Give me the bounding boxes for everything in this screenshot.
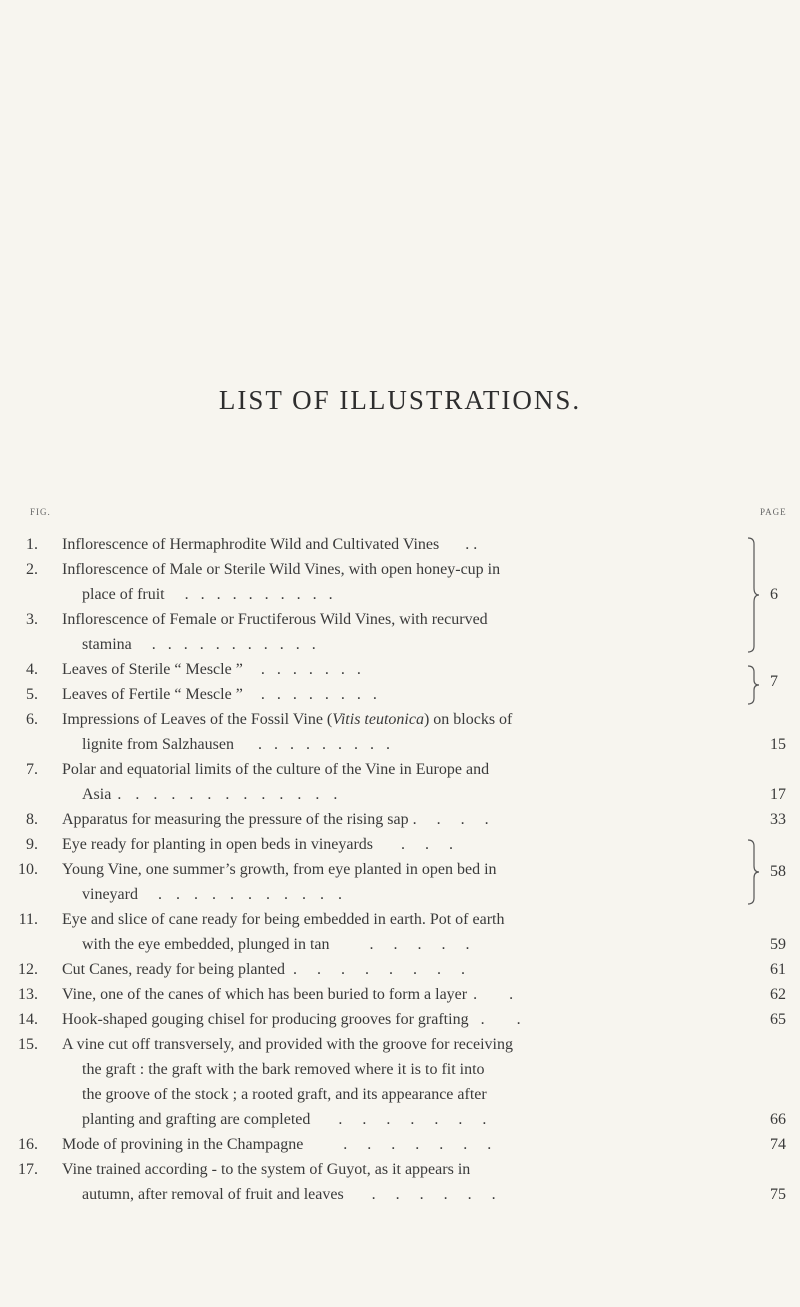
- page-number: 65: [770, 1011, 786, 1028]
- figure-caption: Cut Canes, ready for being planted . . . . . . . .: [62, 961, 474, 978]
- figure-caption: Young Vine, one summer’s growth, from eye planted in open bed in: [62, 861, 497, 878]
- page-number: 74: [770, 1136, 786, 1153]
- figure-number: 10.: [18, 861, 38, 878]
- page-number: 66: [770, 1111, 786, 1128]
- figure-caption: Hook-shaped gouging chisel for producing grooves for grafting . .: [62, 1011, 535, 1028]
- page-number: 62: [770, 986, 786, 1003]
- figure-caption: the groove of the stock ; a rooted graft, and its appearance after: [82, 1086, 487, 1103]
- figure-caption: Polar and equatorial limits of the culture of the Vine in Europe and: [62, 761, 490, 778]
- figure-caption: Mode of provining in the Champagne . . . . . . .: [62, 1136, 500, 1153]
- figure-number: 4.: [26, 661, 38, 678]
- figure-number: 6.: [26, 711, 38, 728]
- figure-caption: Vine, one of the canes of which has been buried to form a layer . .: [62, 986, 528, 1003]
- figure-caption: vineyard . . . . . . . . . . .: [82, 886, 347, 903]
- figure-number: 12.: [18, 961, 38, 978]
- page-column-header: PAGE: [760, 507, 787, 517]
- page-number: 6: [770, 586, 778, 603]
- page-number: 58: [770, 863, 786, 880]
- figure-caption: autumn, after removal of fruit and leaves . . . . . .: [82, 1186, 504, 1203]
- figure-number: 3.: [26, 611, 38, 628]
- figure-number: 14.: [18, 1011, 38, 1028]
- figure-caption: Apparatus for measuring the pressure of the rising sap . . . .: [62, 811, 497, 828]
- figure-caption: Leaves of Sterile “ Mescle ” . . . . . . .: [62, 661, 365, 678]
- figure-number: 7.: [26, 761, 38, 778]
- figure-number: 1.: [26, 536, 38, 553]
- figure-number: 15.: [18, 1036, 38, 1053]
- figure-number: 5.: [26, 686, 38, 703]
- page-title: LIST OF ILLUSTRATIONS.: [218, 385, 582, 415]
- figure-caption: Eye ready for planting in open beds in vineyards . . .: [62, 836, 462, 853]
- figure-caption: with the eye embedded, plunged in tan . . . . .: [82, 936, 478, 953]
- figure-caption: stamina . . . . . . . . . . .: [82, 636, 320, 653]
- page-number: 59: [770, 936, 786, 953]
- figure-number: 13.: [18, 986, 38, 1003]
- brace-group: [746, 838, 760, 906]
- figure-caption: A vine cut off transversely, and provided with the groove for receiving: [62, 1036, 513, 1053]
- page-number: 61: [770, 961, 786, 978]
- figure-caption: lignite from Salzhausen . . . . . . . . .: [82, 736, 394, 753]
- page-number: 17: [770, 786, 786, 803]
- figure-caption: Asia . . . . . . . . . . . . .: [82, 786, 343, 803]
- page-number: 15: [770, 736, 786, 753]
- figure-caption: the graft : the graft with the bark removed where it is to fit into: [82, 1061, 485, 1078]
- figure-caption: Eye and slice of cane ready for being embedded in earth. Pot of earth: [62, 911, 505, 928]
- figure-caption: planting and grafting are completed . . . . . . .: [82, 1111, 495, 1128]
- figure-caption: Inflorescence of Hermaphrodite Wild and Cultivated Vines . .: [62, 536, 478, 553]
- figure-caption: Vine trained according - to the system of Guyot, as it appears in: [62, 1161, 471, 1178]
- brace-group: [746, 536, 760, 654]
- brace-group: [746, 664, 760, 706]
- fig-column-header: FIG.: [30, 507, 51, 517]
- figure-number: 11.: [18, 911, 38, 928]
- figure-number: 16.: [18, 1136, 38, 1153]
- figure-number: 2.: [26, 561, 38, 578]
- figure-number: 8.: [26, 811, 38, 828]
- page-number: 75: [770, 1186, 786, 1203]
- page-number: 7: [770, 673, 778, 690]
- figure-caption: place of fruit . . . . . . . . . .: [82, 586, 337, 603]
- figure-caption: Inflorescence of Male or Sterile Wild Vines, with open honey-cup in: [62, 561, 501, 578]
- figure-number: 9.: [26, 836, 38, 853]
- figure-caption: Inflorescence of Female or Fructiferous Wild Vines, with recurved: [62, 611, 488, 628]
- page-number: 33: [770, 811, 786, 828]
- figure-number: 17.: [18, 1161, 38, 1178]
- figure-caption: Impressions of Leaves of the Fossil Vine (Vitis teutonica) on blocks of: [62, 711, 513, 728]
- figure-caption: Leaves of Fertile “ Mescle ” . . . . . . . .: [62, 686, 381, 703]
